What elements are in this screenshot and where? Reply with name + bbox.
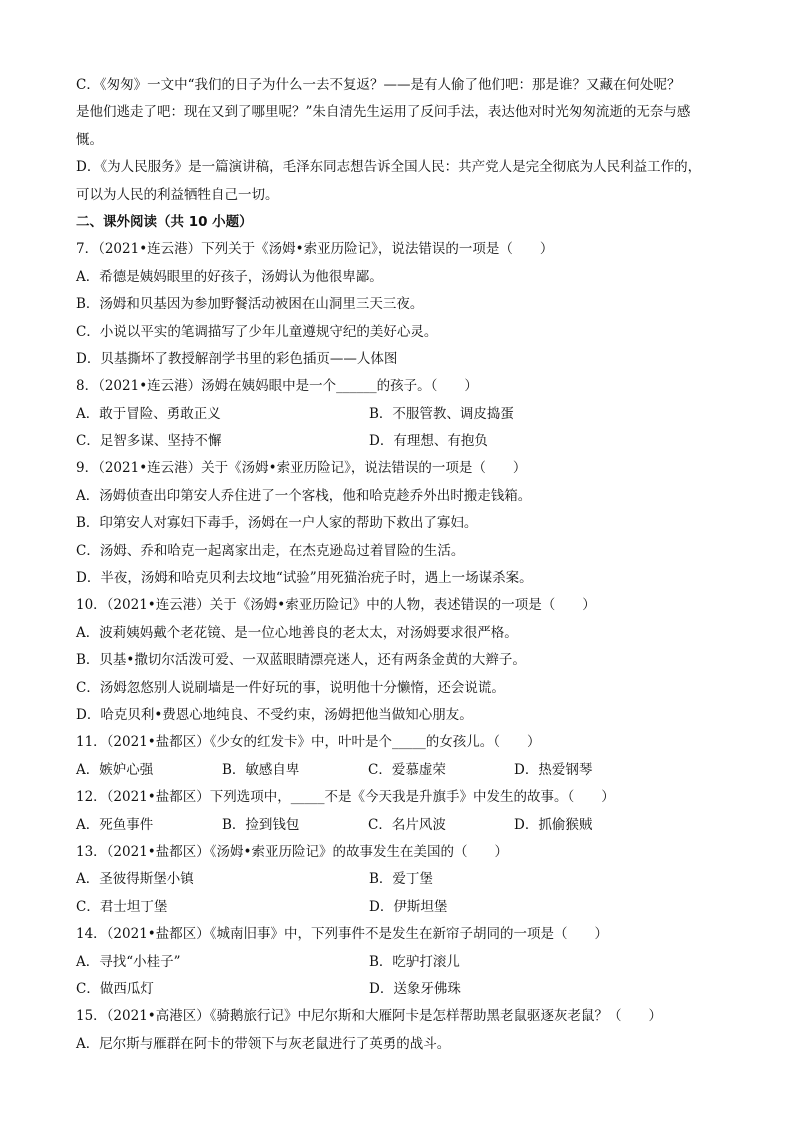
question-11-option-b: B．敏感自卑 [222,761,300,778]
question-10-option-a: A．波莉姨妈戴个老花镜、是一位心地善良的老太太，对汤姆要求很严格。 [76,624,518,641]
question-14-option-d: D．送象牙佛珠 [369,980,461,997]
text-line: 可以为人民的利益牺牲自己一切。 [76,186,279,203]
question-12-stem: 12．（2021•盐都区）下列选项中，_____不是《今天我是升旗手》中发生的故事。（ ） [76,789,615,806]
question-10-option-c: C．汤姆忽悠别人说刷墙是一件好玩的事，说明他十分懒惰，还会说谎。 [76,679,505,696]
question-11-stem: 11．（2021•盐都区）《少女的红发卡》中，叶叶是个_____的女孩儿。（ ） [76,734,541,751]
text-line: 慨。 [76,131,103,148]
question-8-option-c: C．足智多谋、坚持不懈 [76,433,222,450]
question-12-option-c: C．名片风波 [368,816,446,833]
question-13-option-b: B．爱丁堡 [369,871,433,888]
question-13-option-a: A．圣彼得斯堡小镇 [76,871,194,888]
question-15-stem: 15．（2021•高港区）《骑鹅旅行记》中尼尔斯和大雁阿卡是怎样帮助黑老鼠驱逐灰老鼠？（ ） [76,1008,662,1025]
question-10-stem: 10．（2021•连云港）关于《汤姆•索亚历险记》中的人物，表述错误的一项是（ ） [76,597,596,614]
question-8-stem: 8．（2021•连云港）汤姆在姨妈眼中是一个______的孩子。（ ） [76,378,478,395]
question-8-option-a: A．敢于冒险、勇敢正义 [76,405,221,422]
question-7-option-d: D．贝基撕坏了教授解剖学书里的彩色插页——人体图 [76,350,398,367]
question-12-options-row [76,812,736,839]
question-14-option-b: B．吃驴打滚儿 [369,953,460,970]
question-12-option-b: B．捡到钱包 [222,816,300,833]
question-9-option-d: D．半夜，汤姆和哈克贝利去坟地“试验”用死猫治疣子时，遇上一场谋杀案。 [76,570,533,587]
question-9-option-a: A．汤姆侦查出印第安人乔住进了一个客栈，他和哈克趁乔外出时搬走钱箱。 [76,487,532,504]
document-page [76,72,736,1058]
question-11-option-d: D．热爱钢琴 [514,761,593,778]
question-11-options-row [76,757,736,784]
section-heading: 二、课外阅读（共 10 小题） [76,213,253,230]
question-8-options-row-1 [76,401,736,428]
question-7-stem: 7．（2021•连云港）下列关于《汤姆•索亚历险记》，说法错误的一项是（ ） [76,241,554,258]
question-15-option-a: A．尼尔斯与雁群在阿卡的带领下与灰老鼠进行了英勇的战斗。 [76,1035,451,1052]
question-12-option-a: A．死鱼事件 [76,816,154,833]
question-14-option-c: C．做西瓜灯 [76,980,154,997]
question-13-options-row-2 [76,894,736,921]
question-9-option-c: C．汤姆、乔和哈克一起离家出走，在杰克逊岛过着冒险的生活。 [76,542,465,559]
question-14-options-row-2 [76,976,736,1003]
question-9-stem: 9．（2021•连云港）关于《汤姆•索亚历险记》，说法错误的一项是（ ） [76,460,527,477]
question-14-stem: 14．（2021•盐都区）《城南旧事》中，下列事件不是发生在新帘子胡同的一项是（ ） [76,926,608,943]
question-8-option-b: B．不服管教、调皮捣蛋 [369,405,514,422]
question-7-option-b: B．汤姆和贝基因为参加野餐活动被困在山洞里三天三夜。 [76,296,424,313]
question-8-option-d: D．有理想、有抱负 [369,433,488,450]
question-13-stem: 13．（2021•盐都区）《汤姆•索亚历险记》的故事发生在美国的（ ） [76,843,508,860]
question-8-options-row-2 [76,428,736,455]
text-line: 是他们逃走了吧：现在又到了哪里呢？”朱自清先生运用了反问手法，表达他对时光匆匆流逝的无奈与感 [76,104,691,121]
question-13-option-c: C．君士坦丁堡 [76,898,168,915]
text-line: C．《匆匆》一文中“我们的日子为什么一去不复返？——是有人偷了他们吧：那是谁？又藏在何处呢？ [76,77,681,93]
question-10-option-b: B．贝基•撒切尔活泼可爱、一双蓝眼睛漂亮迷人，还有两条金黄的大辫子。 [76,652,526,669]
question-7-option-c: C．小说以平实的笔调描写了少年儿童遵规守纪的美好心灵。 [76,323,438,340]
question-9-option-b: B．印第安人对寡妇下毒手，汤姆在一户人家的帮助下救出了寡妇。 [76,515,478,532]
question-11-option-a: A．嫉妒心强 [76,761,154,778]
text-line: D．《为人民服务》是一篇演讲稿，毛泽东同志想告诉全国人民：共产党人是完全彻底为人民利益工作的， [76,159,702,176]
question-7-option-a: A．希德是姨妈眼里的好孩子，汤姆认为他很卑鄙。 [76,268,383,285]
question-12-option-d: D．抓偷猴贼 [514,816,593,833]
question-13-options-row-1 [76,866,736,893]
question-11-option-c: C．爱慕虚荣 [368,761,446,778]
question-14-options-row-1 [76,949,736,976]
question-10-option-d: D．哈克贝利•费恩心地纯良、不受约束，汤姆把他当做知心朋友。 [76,706,473,723]
question-13-option-d: D．伊斯坦堡 [369,898,448,915]
question-14-option-a: A．寻找“小桂子” [76,953,181,970]
